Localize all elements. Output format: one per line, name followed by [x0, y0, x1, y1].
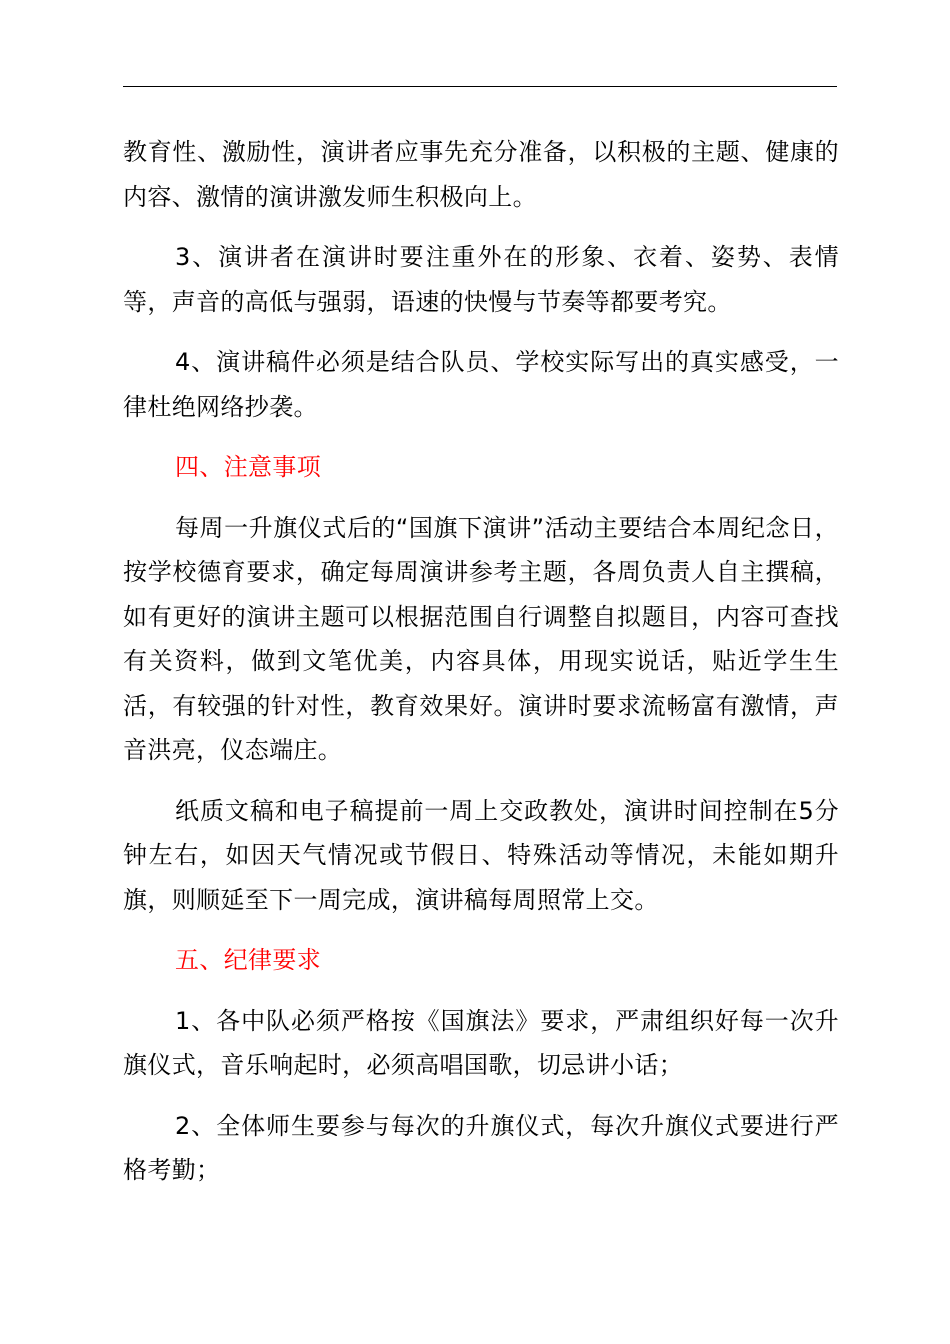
paragraph-item-3: 3、演讲者在演讲时要注重外在的形象、衣着、姿势、表情等，声音的高低与强弱，语速的快慢与节奏等都要考究。 [123, 243, 839, 316]
paragraph-notes-2: 纸质文稿和电子稿提前一周上交政教处，演讲时间控制在5分钟左右，如因天气情况或节假日、特殊活动等情况，未能如期升旗，则顺延至下一周完成，演讲稿每周照常上交。 [123, 796, 839, 914]
paragraph-notes-1: 每周一升旗仪式后的“国旗下演讲”活动主要结合本周纪念日，按学校德育要求，确定每周演讲参考主题，各周负责人自主撰稿，如有更好的演讲主题可以根据范围自行调整自拟题目，内容可查找有关资料，做到文笔优美，内容具体，用现实说话，贴近学生生活，有较强的针对性，教育效果好。演讲时要求流畅富有激情，声音洪亮，仪态端庄。 [123, 513, 839, 764]
document-body [123, 130, 839, 1209]
paragraph-discipline-2: 2、全体师生要参与每次的升旗仪式，每次升旗仪式要进行严格考勤； [123, 1111, 839, 1184]
paragraph-continued: 教育性、激励性，演讲者应事先充分准备，以积极的主题、健康的内容、激情的演讲激发师生积极向上。 [123, 138, 839, 211]
paragraph-item-4: 4、演讲稿件必须是结合队员、学校实际写出的真实感受，一律杜绝网络抄袭。 [123, 348, 839, 421]
section-heading-discipline: 五、纪律要求 [175, 946, 322, 974]
paragraph-discipline-1: 1、各中队必须严格按《国旗法》要求，严肃组织好每一次升旗仪式，音乐响起时，必须高唱国歌，切忌讲小话； [123, 1006, 839, 1079]
section-heading-notes: 四、注意事项 [175, 453, 322, 481]
header-rule [123, 86, 837, 87]
